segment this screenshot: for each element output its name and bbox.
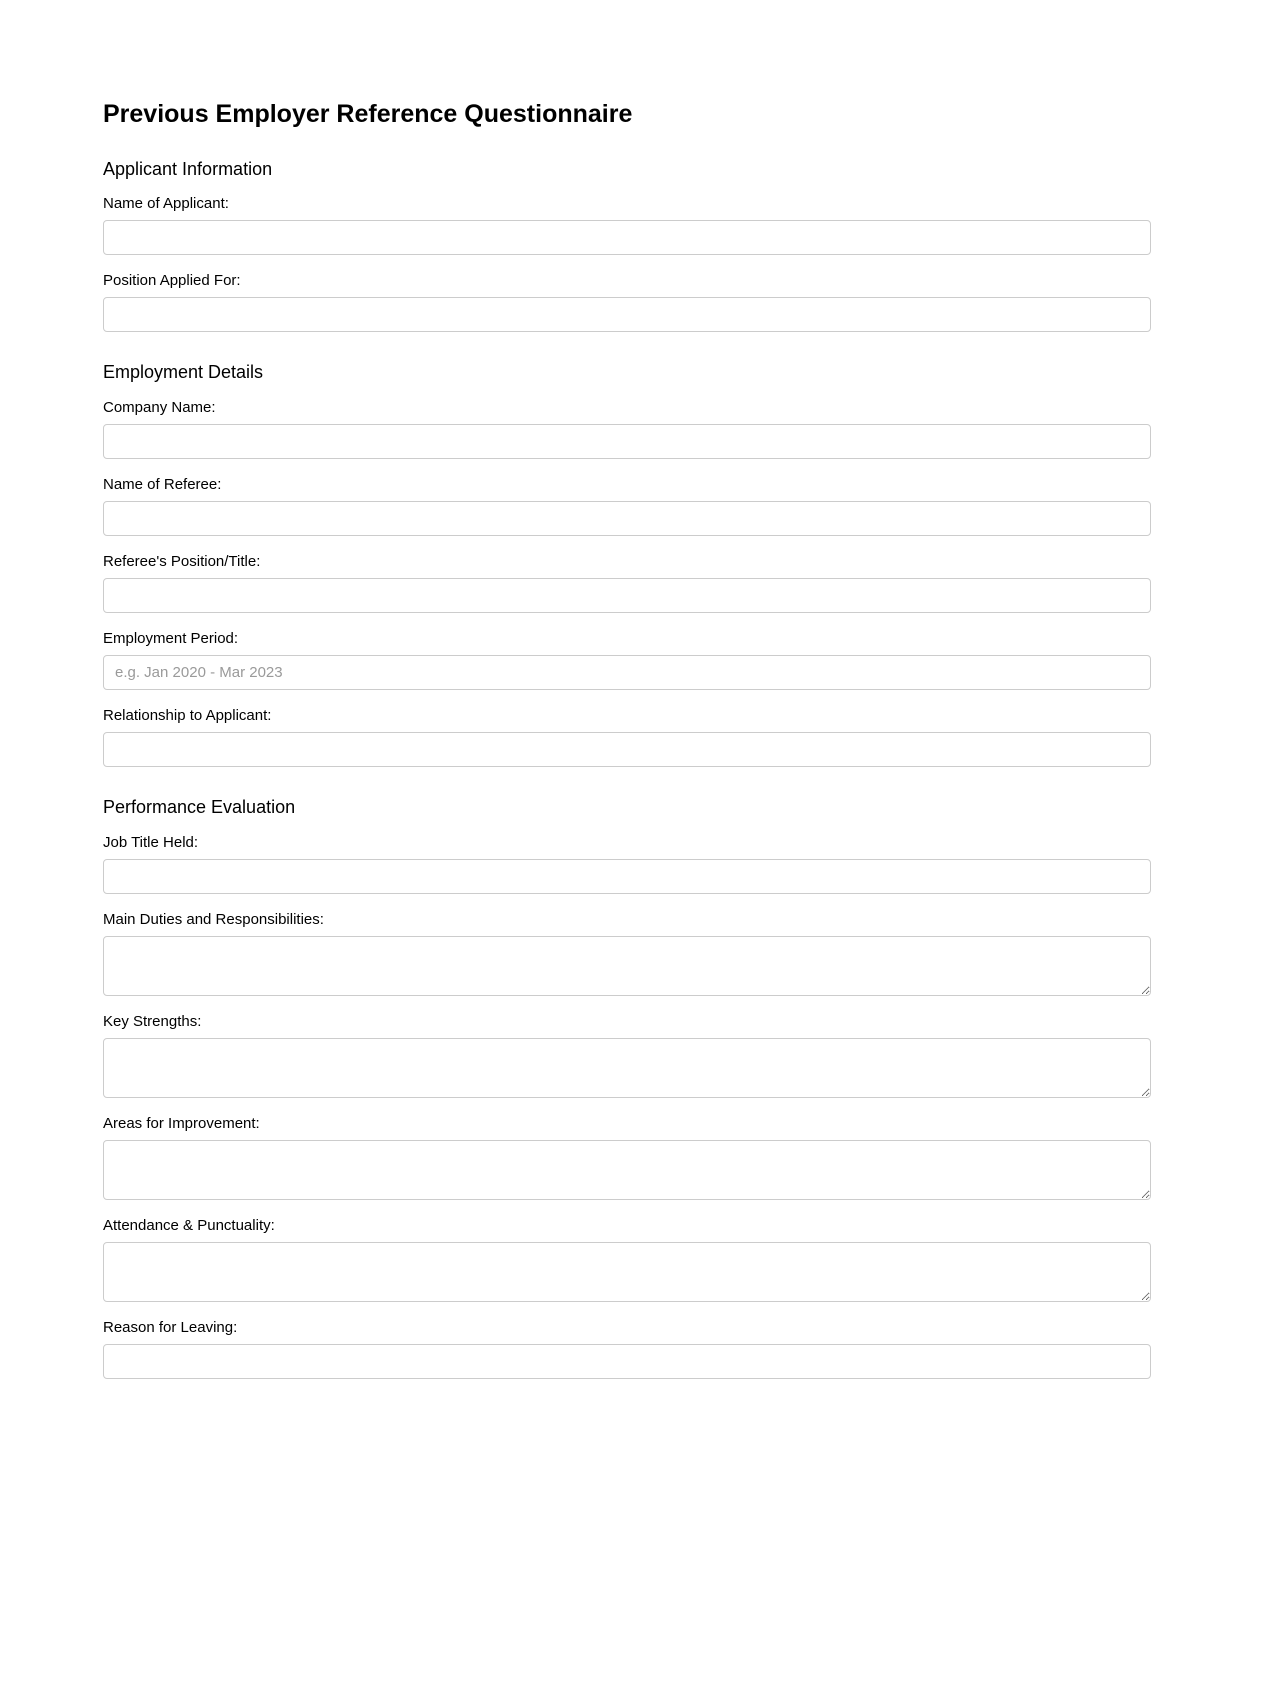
section-heading: Employment Details — [103, 362, 264, 383]
page-title: Previous Employer Reference Questionnaire — [103, 100, 633, 128]
main-duties-and-responsibilities-field — [103, 911, 1151, 996]
areas-for-improvement-field — [103, 1115, 1151, 1200]
attendance-punctuality-textarea[interactable] — [103, 1242, 1151, 1302]
referee-s-position-title-input[interactable] — [103, 578, 1151, 613]
employment-period-label: Employment Period: — [103, 629, 239, 647]
section-fields — [103, 399, 1151, 767]
employment-period-field — [103, 630, 1151, 690]
section-employment-details — [103, 362, 1151, 767]
main-duties-and-responsibilities-label: Main Duties and Responsibilities: — [103, 910, 324, 928]
company-name-label: Company Name: — [103, 398, 216, 416]
form-sections — [103, 159, 1151, 1379]
main-duties-and-responsibilities-textarea[interactable] — [103, 936, 1151, 996]
key-strengths-textarea[interactable] — [103, 1038, 1151, 1098]
name-of-referee-label: Name of Referee: — [103, 475, 222, 493]
name-of-applicant-label: Name of Applicant: — [103, 195, 229, 213]
relationship-to-applicant-label: Relationship to Applicant: — [103, 706, 272, 724]
section-applicant-information — [103, 159, 1151, 333]
position-applied-for-input[interactable] — [103, 297, 1151, 332]
key-strengths-field — [103, 1013, 1151, 1098]
section-fields — [103, 195, 1151, 332]
relationship-to-applicant-input[interactable] — [103, 732, 1151, 767]
section-heading: Performance Evaluation — [103, 796, 296, 817]
key-strengths-label: Key Strengths: — [103, 1012, 202, 1030]
job-title-held-input[interactable] — [103, 859, 1151, 894]
position-applied-for-field — [103, 272, 1151, 332]
reason-for-leaving-label: Reason for Leaving: — [103, 1318, 238, 1336]
job-title-held-field — [103, 834, 1151, 894]
reason-for-leaving-field — [103, 1319, 1151, 1379]
referee-s-position-title-label: Referee's Position/Title: — [103, 552, 261, 570]
attendance-punctuality-field — [103, 1217, 1151, 1302]
areas-for-improvement-label: Areas for Improvement: — [103, 1114, 260, 1132]
name-of-applicant-field — [103, 195, 1151, 255]
name-of-referee-field — [103, 476, 1151, 536]
section-performance-evaluation — [103, 797, 1151, 1379]
relationship-to-applicant-field — [103, 707, 1151, 767]
company-name-input[interactable] — [103, 424, 1151, 459]
position-applied-for-label: Position Applied For: — [103, 272, 241, 290]
name-of-applicant-input[interactable] — [103, 220, 1151, 255]
referee-s-position-title-field — [103, 553, 1151, 613]
job-title-held-label: Job Title Held: — [103, 833, 199, 851]
employment-period-input[interactable] — [103, 655, 1151, 690]
attendance-punctuality-label: Attendance & Punctuality: — [103, 1216, 275, 1234]
areas-for-improvement-textarea[interactable] — [103, 1140, 1151, 1200]
section-heading: Applicant Information — [103, 158, 273, 179]
reason-for-leaving-input[interactable] — [103, 1344, 1151, 1379]
section-fields — [103, 834, 1151, 1379]
name-of-referee-input[interactable] — [103, 501, 1151, 536]
company-name-field — [103, 399, 1151, 459]
